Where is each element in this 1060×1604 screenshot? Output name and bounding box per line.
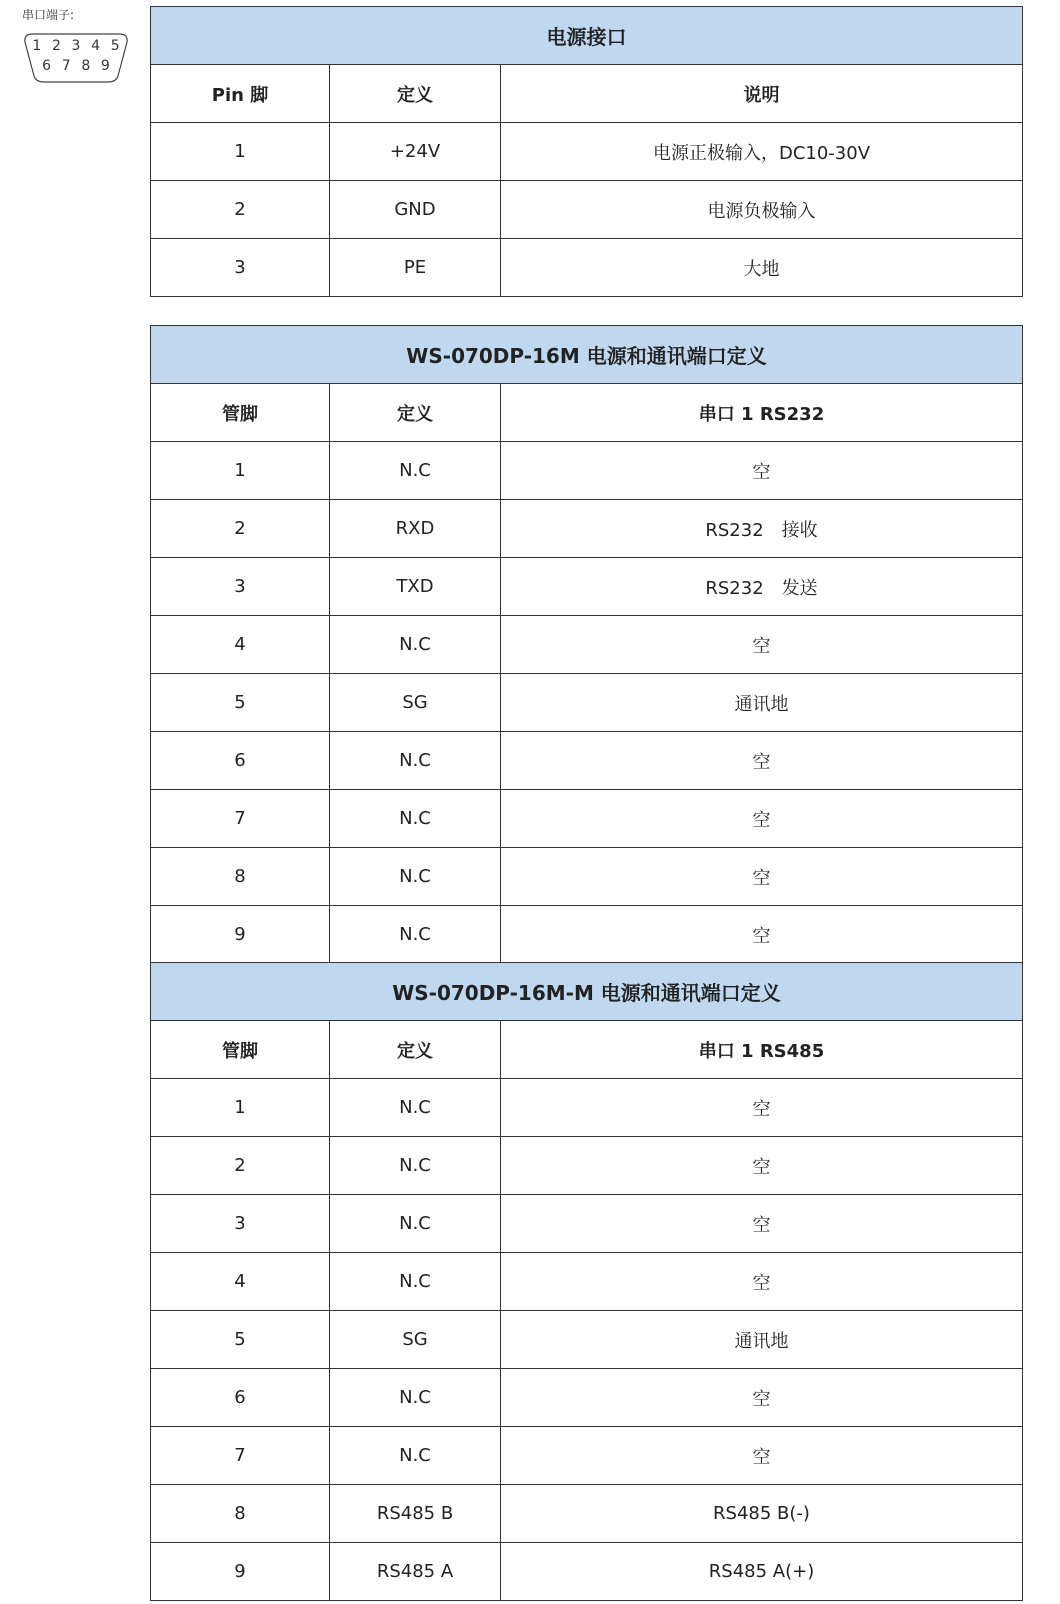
definition-cell: N.C [330,1369,501,1427]
pin-cell: 7 [151,790,330,848]
pin-cell: 5 [151,674,330,732]
table-row [151,616,1023,674]
table-row [151,848,1023,906]
description-cell: 通讯地 [501,1311,1023,1369]
table-row [151,1485,1023,1543]
table-row [151,1311,1023,1369]
table-row [151,1137,1023,1195]
pin-cell: 8 [151,848,330,906]
definition-cell: N.C [330,1137,501,1195]
db9-pin-label: 2 [51,38,61,54]
column-header: 定义 [330,65,501,123]
definition-cell: SG [330,1311,501,1369]
connector-label: 串口端子: [22,8,75,22]
table-row [151,1427,1023,1485]
table-row [151,1543,1023,1601]
pin-cell: 6 [151,1369,330,1427]
pin-cell: 9 [151,906,330,964]
definition-cell: N.C [330,1079,501,1137]
description-cell: 空 [501,1079,1023,1137]
description-cell: 通讯地 [501,674,1023,732]
table-row [151,732,1023,790]
description-cell: 空 [501,1369,1023,1427]
column-header: 串口 1 RS232 [501,384,1023,442]
pin-cell: 4 [151,616,330,674]
db9-row-top [22,38,130,54]
db9-pin-label: 9 [100,58,110,74]
rs232-rows [151,442,1023,964]
description-cell: RS232 接收 [501,500,1023,558]
description-cell: 电源正极输入，DC10-30V [501,123,1023,181]
pin-cell: 3 [151,239,330,297]
db9-pin-label: 1 [32,38,42,54]
table-title: 电源接口 [151,7,1023,65]
table-row [151,123,1023,181]
description-cell: 空 [501,1427,1023,1485]
definition-cell: N.C [330,1195,501,1253]
table-row [151,1079,1023,1137]
definition-cell: TXD [330,558,501,616]
table-row [151,1195,1023,1253]
table-row [151,1369,1023,1427]
description-cell: 空 [501,1137,1023,1195]
table-row [151,1253,1023,1311]
pin-cell: 8 [151,1485,330,1543]
rs232-port-table [150,325,1023,964]
description-cell: RS485 B(-) [501,1485,1023,1543]
db9-pin-label: 4 [91,38,101,54]
definition-cell: RS485 B [330,1485,501,1543]
pin-cell: 1 [151,442,330,500]
definition-cell: N.C [330,906,501,964]
definition-cell: RS485 A [330,1543,501,1601]
description-cell: RS232 发送 [501,558,1023,616]
column-header: 管脚 [151,384,330,442]
table-title: WS-070DP-16M-M 电源和通讯端口定义 [151,963,1023,1021]
definition-cell: N.C [330,848,501,906]
description-cell: 空 [501,906,1023,964]
definition-cell: N.C [330,442,501,500]
pin-cell: 4 [151,1253,330,1311]
column-header: 串口 1 RS485 [501,1021,1023,1079]
db9-row-bottom [22,58,130,74]
table-title: WS-070DP-16M 电源和通讯端口定义 [151,326,1023,384]
db9-connector-diagram [22,32,130,84]
column-header: 定义 [330,1021,501,1079]
table-row [151,239,1023,297]
table-row [151,558,1023,616]
definition-cell: SG [330,674,501,732]
column-header: 管脚 [151,1021,330,1079]
pin-cell: 9 [151,1543,330,1601]
db9-pin-label: 3 [71,38,81,54]
description-cell: 空 [501,442,1023,500]
pin-cell: 3 [151,1195,330,1253]
table-row [151,500,1023,558]
pin-cell: 2 [151,500,330,558]
db9-pin-label: 8 [81,58,91,74]
definition-cell: N.C [330,790,501,848]
pin-cell: 2 [151,181,330,239]
description-cell: 空 [501,1253,1023,1311]
db9-pin-label: 5 [110,38,120,54]
definition-cell: +24V [330,123,501,181]
description-cell: 空 [501,1195,1023,1253]
description-cell: 大地 [501,239,1023,297]
description-cell: 电源负极输入 [501,181,1023,239]
db9-pin-label: 6 [42,58,52,74]
pin-cell: 2 [151,1137,330,1195]
table-row [151,674,1023,732]
description-cell: 空 [501,790,1023,848]
definition-cell: GND [330,181,501,239]
rs485-rows [151,1079,1023,1601]
column-header: 定义 [330,384,501,442]
pin-cell: 1 [151,123,330,181]
definition-cell: PE [330,239,501,297]
description-cell: 空 [501,848,1023,906]
column-header: 说明 [501,65,1023,123]
rs485-port-table [150,962,1023,1601]
column-header: Pin 脚 [151,65,330,123]
table-row [151,790,1023,848]
definition-cell: N.C [330,1427,501,1485]
definition-cell: N.C [330,616,501,674]
pin-cell: 7 [151,1427,330,1485]
description-cell: RS485 A(+) [501,1543,1023,1601]
table-row [151,181,1023,239]
db9-pin-label: 7 [61,58,71,74]
pin-cell: 6 [151,732,330,790]
pin-cell: 5 [151,1311,330,1369]
definition-cell: N.C [330,1253,501,1311]
definition-cell: RXD [330,500,501,558]
description-cell: 空 [501,616,1023,674]
power-interface-table [150,6,1023,297]
pin-cell: 3 [151,558,330,616]
pin-cell: 1 [151,1079,330,1137]
table-row [151,442,1023,500]
table-row [151,906,1023,964]
description-cell: 空 [501,732,1023,790]
definition-cell: N.C [330,732,501,790]
